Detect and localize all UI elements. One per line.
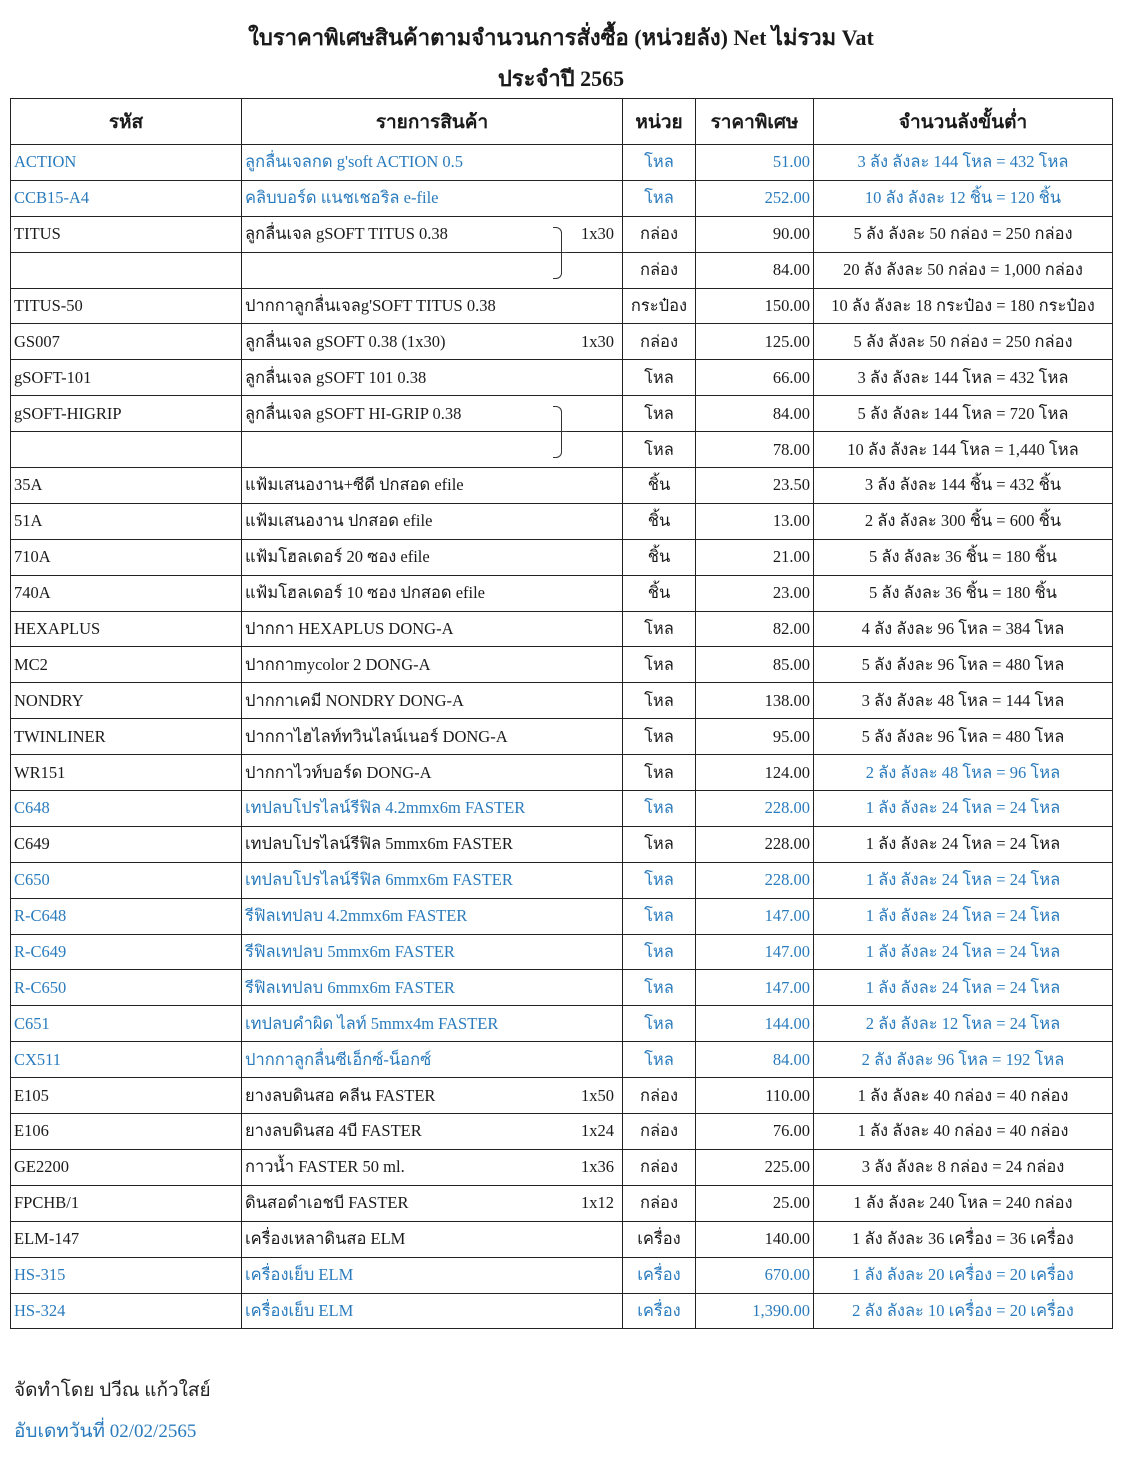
product-name: เทปลบโปรไลน์รีฟิล 5mmx6m FASTER xyxy=(245,834,513,854)
pack-size: 1x30 xyxy=(581,331,614,351)
cell-min-qty: 3 ลัง ลังละ 144 โหล = 432 โหล xyxy=(814,145,1113,181)
cell-unit: โหล xyxy=(623,719,696,755)
cell-code: R-C648 xyxy=(11,898,242,934)
table-row xyxy=(11,970,1113,1006)
product-name: รีฟิลเทปลบ 4.2mmx6m FASTER xyxy=(245,906,468,926)
cell-unit: โหล xyxy=(623,970,696,1006)
cell-price: 51.00 xyxy=(696,145,814,181)
cell-price: 13.00 xyxy=(696,503,814,539)
table-body xyxy=(11,145,1113,1329)
cell-min-qty: 2 ลัง ลังละ 12 โหล = 24 โหล xyxy=(814,1006,1113,1042)
cell-code: C650 xyxy=(11,862,242,898)
product-name: เทปลบคำผิด ไลท์ 5mmx4m FASTER xyxy=(245,1013,499,1033)
product-name: รีฟิลเทปลบ 5mmx6m FASTER xyxy=(245,942,455,962)
cell-name xyxy=(242,288,623,324)
cell-code: C648 xyxy=(11,791,242,827)
cell-unit: เครื่อง xyxy=(623,1221,696,1257)
cell-unit: เครื่อง xyxy=(623,1293,696,1329)
cell-name xyxy=(242,1149,623,1185)
cell-min-qty: 1 ลัง ลังละ 24 โหล = 24 โหล xyxy=(814,862,1113,898)
column-header-price: ราคาพิเศษ xyxy=(696,99,814,145)
cell-min-qty: 5 ลัง ลังละ 50 กล่อง = 250 กล่อง xyxy=(814,324,1113,360)
cell-unit: โหล xyxy=(623,1006,696,1042)
cell-min-qty: 1 ลัง ลังละ 24 โหล = 24 โหล xyxy=(814,791,1113,827)
cell-code: GS007 xyxy=(11,324,242,360)
cell-min-qty: 1 ลัง ลังละ 24 โหล = 24 โหล xyxy=(814,970,1113,1006)
cell-code: TITUS-50 xyxy=(11,288,242,324)
cell-name xyxy=(242,1006,623,1042)
cell-code: WR151 xyxy=(11,755,242,791)
cell-price: 110.00 xyxy=(696,1078,814,1114)
product-name: เทปลบโปรไลน์รีฟิล 6mmx6m FASTER xyxy=(245,870,513,890)
cell-name xyxy=(242,432,623,468)
cell-code: TWINLINER xyxy=(11,719,242,755)
cell-name xyxy=(242,1257,623,1293)
cell-unit: กล่อง xyxy=(623,1185,696,1221)
table-header-row xyxy=(11,99,1113,145)
cell-unit: กล่อง xyxy=(623,1114,696,1150)
cell-price: 76.00 xyxy=(696,1114,814,1150)
cell-code: CX511 xyxy=(11,1042,242,1078)
cell-unit: กล่อง xyxy=(623,216,696,252)
cell-name xyxy=(242,180,623,216)
updated-date: อับเดทวันที่ 02/02/2565 xyxy=(14,1421,197,1442)
column-header-unit: หน่วย xyxy=(623,99,696,145)
cell-unit: โหล xyxy=(623,898,696,934)
cell-name xyxy=(242,934,623,970)
cell-name xyxy=(242,791,623,827)
cell-code: CCB15-A4 xyxy=(11,180,242,216)
cell-name xyxy=(242,1293,623,1329)
cell-price: 147.00 xyxy=(696,934,814,970)
product-name: ปากกาmycolor 2 DONG-A xyxy=(245,654,431,674)
table-row xyxy=(11,898,1113,934)
cell-code: 710A xyxy=(11,539,242,575)
table-row xyxy=(11,503,1113,539)
cell-name xyxy=(242,826,623,862)
product-name: แฟ้มโฮลเดอร์ 20 ซอง efile xyxy=(245,547,430,567)
cell-price: 138.00 xyxy=(696,683,814,719)
cell-code: NONDRY xyxy=(11,683,242,719)
cell-name xyxy=(242,719,623,755)
cell-min-qty: 5 ลัง ลังละ 96 โหล = 480 โหล xyxy=(814,647,1113,683)
cell-code: 51A xyxy=(11,503,242,539)
cell-unit: โหล xyxy=(623,755,696,791)
cell-min-qty: 3 ลัง ลังละ 144 ชิ้น = 432 ชิ้น xyxy=(814,468,1113,504)
table-row xyxy=(11,1114,1113,1150)
table-row xyxy=(11,719,1113,755)
cell-unit: โหล xyxy=(623,396,696,432)
cell-min-qty: 1 ลัง ลังละ 36 เครื่อง = 36 เครื่อง xyxy=(814,1221,1113,1257)
product-name: ยางลบดินสอ 4บี FASTER xyxy=(245,1121,422,1141)
cell-price: 125.00 xyxy=(696,324,814,360)
column-header-code: รหัส xyxy=(11,99,242,145)
cell-price: 147.00 xyxy=(696,970,814,1006)
table-row xyxy=(11,396,1113,432)
cell-name xyxy=(242,1114,623,1150)
product-name: ลูกลื่นเจล gSOFT HI-GRIP 0.38 xyxy=(245,403,462,423)
pack-size: 1x36 xyxy=(581,1157,614,1177)
product-name: คลิบบอร์ด แนชเชอริล e-file xyxy=(245,188,439,208)
product-name: รีฟิลเทปลบ 6mmx6m FASTER xyxy=(245,977,455,997)
product-name: ลูกลื่นเจล gSOFT 0.38 (1x30) xyxy=(245,331,446,351)
cell-name xyxy=(242,539,623,575)
cell-name xyxy=(242,1221,623,1257)
table-row xyxy=(11,145,1113,181)
product-name: กาวน้ำ FASTER 50 ml. xyxy=(245,1157,405,1177)
prepared-by: จัดทำโดย ปวีณ แก้วใสย์ xyxy=(14,1380,211,1401)
cell-min-qty: 10 ลัง ลังละ 12 ชิ้น = 120 ชิ้น xyxy=(814,180,1113,216)
cell-name xyxy=(242,360,623,396)
pack-size: 1x50 xyxy=(581,1085,614,1105)
page-subtitle: ประจำปี 2565 xyxy=(497,66,625,91)
cell-unit: โหล xyxy=(623,360,696,396)
cell-name xyxy=(242,862,623,898)
cell-code: E106 xyxy=(11,1114,242,1150)
cell-unit: โหล xyxy=(623,180,696,216)
cell-min-qty: 5 ลัง ลังละ 144 โหล = 720 โหล xyxy=(814,396,1113,432)
product-name: ปากกาลูกลื่นเจลg'SOFT TITUS 0.38 xyxy=(245,296,496,315)
cell-name xyxy=(242,396,623,432)
table-row xyxy=(11,252,1113,288)
table-row xyxy=(11,1293,1113,1329)
cell-price: 90.00 xyxy=(696,216,814,252)
product-name: เทปลบโปรไลน์รีฟิล 4.2mmx6m FASTER xyxy=(245,798,526,818)
cell-price: 21.00 xyxy=(696,539,814,575)
cell-unit: โหล xyxy=(623,934,696,970)
cell-unit: โหล xyxy=(623,826,696,862)
cell-unit: โหล xyxy=(623,1042,696,1078)
product-name: แฟ้มเสนองาน ปกสอด efile xyxy=(245,511,433,531)
cell-code: HS-315 xyxy=(11,1257,242,1293)
cell-name xyxy=(242,1042,623,1078)
cell-unit: โหล xyxy=(623,791,696,827)
table-row xyxy=(11,360,1113,396)
cell-price: 144.00 xyxy=(696,1006,814,1042)
cell-code: HS-324 xyxy=(11,1293,242,1329)
cell-unit: โหล xyxy=(623,647,696,683)
cell-min-qty: 2 ลัง ลังละ 48 โหล = 96 โหล xyxy=(814,755,1113,791)
cell-min-qty: 5 ลัง ลังละ 96 โหล = 480 โหล xyxy=(814,719,1113,755)
cell-name xyxy=(242,252,623,288)
cell-min-qty: 10 ลัง ลังละ 18 กระป๋อง = 180 กระป๋อง xyxy=(814,288,1113,324)
price-table xyxy=(10,98,1113,1329)
cell-price: 228.00 xyxy=(696,862,814,898)
table-row xyxy=(11,791,1113,827)
cell-min-qty: 1 ลัง ลังละ 20 เครื่อง = 20 เครื่อง xyxy=(814,1257,1113,1293)
cell-unit: กล่อง xyxy=(623,324,696,360)
table-row xyxy=(11,180,1113,216)
cell-min-qty: 20 ลัง ลังละ 50 กล่อง = 1,000 กล่อง xyxy=(814,252,1113,288)
cell-price: 85.00 xyxy=(696,647,814,683)
product-name: ลูกลื่นเจล gSOFT TITUS 0.38 xyxy=(245,224,448,244)
cell-price: 147.00 xyxy=(696,898,814,934)
cell-unit: ชิ้น xyxy=(623,575,696,611)
cell-min-qty: 1 ลัง ลังละ 24 โหล = 24 โหล xyxy=(814,898,1113,934)
cell-min-qty: 1 ลัง ลังละ 40 กล่อง = 40 กล่อง xyxy=(814,1078,1113,1114)
table-row xyxy=(11,826,1113,862)
cell-price: 140.00 xyxy=(696,1221,814,1257)
cell-code: MC2 xyxy=(11,647,242,683)
cell-code: C651 xyxy=(11,1006,242,1042)
cell-code: R-C649 xyxy=(11,934,242,970)
cell-code: E105 xyxy=(11,1078,242,1114)
pack-size: 1x24 xyxy=(581,1121,614,1141)
table-row xyxy=(11,1042,1113,1078)
table-row xyxy=(11,324,1113,360)
cell-code: C649 xyxy=(11,826,242,862)
product-name: ปากกาลูกลื่นซีเอ็กซ์-น็อกซ์ xyxy=(245,1049,432,1069)
cell-code: gSOFT-101 xyxy=(11,360,242,396)
cell-unit: ชิ้น xyxy=(623,468,696,504)
table-row xyxy=(11,216,1113,252)
table-row xyxy=(11,539,1113,575)
product-name: ปากกาเคมี NONDRY DONG-A xyxy=(245,690,464,710)
cell-unit: โหล xyxy=(623,611,696,647)
cell-unit: ชิ้น xyxy=(623,503,696,539)
table-row xyxy=(11,1221,1113,1257)
cell-min-qty: 2 ลัง ลังละ 96 โหล = 192 โหล xyxy=(814,1042,1113,1078)
cell-price: 25.00 xyxy=(696,1185,814,1221)
cell-name xyxy=(242,1078,623,1114)
cell-unit: ชิ้น xyxy=(623,539,696,575)
table-row xyxy=(11,1078,1113,1114)
cell-code xyxy=(11,252,242,288)
pack-size: 1x30 xyxy=(581,224,614,244)
product-name: เครื่องเหลาดินสอ ELM xyxy=(245,1229,406,1249)
product-name: แฟ้มเสนองาน+ซีดี ปกสอด efile xyxy=(245,475,464,495)
cell-min-qty: 1 ลัง ลังละ 240 โหล = 240 กล่อง xyxy=(814,1185,1113,1221)
cell-code: GE2200 xyxy=(11,1149,242,1185)
product-name: ดินสอดำเอชบี FASTER xyxy=(245,1193,409,1213)
cell-price: 124.00 xyxy=(696,755,814,791)
cell-unit: โหล xyxy=(623,683,696,719)
cell-price: 228.00 xyxy=(696,826,814,862)
cell-unit: โหล xyxy=(623,432,696,468)
column-header-min-qty: จำนวนลังขั้นต่ำ xyxy=(814,99,1113,145)
cell-name xyxy=(242,755,623,791)
table-row xyxy=(11,1185,1113,1221)
cell-unit: โหล xyxy=(623,145,696,181)
cell-price: 23.00 xyxy=(696,575,814,611)
cell-price: 95.00 xyxy=(696,719,814,755)
cell-name xyxy=(242,468,623,504)
table-row xyxy=(11,1257,1113,1293)
table-row xyxy=(11,1149,1113,1185)
cell-price: 78.00 xyxy=(696,432,814,468)
table-row xyxy=(11,611,1113,647)
cell-code: 35A xyxy=(11,468,242,504)
cell-price: 84.00 xyxy=(696,396,814,432)
cell-code: TITUS xyxy=(11,216,242,252)
cell-name xyxy=(242,683,623,719)
product-name: ปากกาไวท์บอร์ด DONG-A xyxy=(245,762,432,782)
cell-code: ELM-147 xyxy=(11,1221,242,1257)
table-row xyxy=(11,647,1113,683)
page-title: ใบราคาพิเศษสินค้าตามจำนวนการสั่งซื้อ (หน่วยลัง) Net ไม่รวม Vat xyxy=(248,25,874,50)
cell-min-qty: 5 ลัง ลังละ 36 ชิ้น = 180 ชิ้น xyxy=(814,539,1113,575)
cell-min-qty: 5 ลัง ลังละ 36 ชิ้น = 180 ชิ้น xyxy=(814,575,1113,611)
cell-name xyxy=(242,145,623,181)
cell-price: 23.50 xyxy=(696,468,814,504)
cell-price: 84.00 xyxy=(696,1042,814,1078)
product-name: แฟ้มโฮลเดอร์ 10 ซอง ปกสอด efile xyxy=(245,583,485,603)
table-row xyxy=(11,683,1113,719)
cell-code: 740A xyxy=(11,575,242,611)
table-row xyxy=(11,575,1113,611)
cell-min-qty: 3 ลัง ลังละ 48 โหล = 144 โหล xyxy=(814,683,1113,719)
column-header-name: รายการสินค้า xyxy=(242,99,623,145)
product-name: ยางลบดินสอ คลีน FASTER xyxy=(245,1085,436,1105)
cell-name xyxy=(242,898,623,934)
cell-min-qty: 10 ลัง ลังละ 144 โหล = 1,440 โหล xyxy=(814,432,1113,468)
cell-code: gSOFT-HIGRIP xyxy=(11,396,242,432)
cell-min-qty: 4 ลัง ลังละ 96 โหล = 384 โหล xyxy=(814,611,1113,647)
cell-name xyxy=(242,1185,623,1221)
cell-min-qty: 3 ลัง ลังละ 8 กล่อง = 24 กล่อง xyxy=(814,1149,1113,1185)
cell-name xyxy=(242,970,623,1006)
cell-unit: กล่อง xyxy=(623,252,696,288)
pack-size: 1x12 xyxy=(581,1193,614,1213)
cell-price: 252.00 xyxy=(696,180,814,216)
table-row xyxy=(11,1006,1113,1042)
cell-name xyxy=(242,324,623,360)
cell-unit: เครื่อง xyxy=(623,1257,696,1293)
cell-price: 228.00 xyxy=(696,791,814,827)
product-name: ปากกาไฮไลท์ทวินไลน์เนอร์ DONG-A xyxy=(245,726,508,746)
table-row xyxy=(11,432,1113,468)
cell-price: 66.00 xyxy=(696,360,814,396)
cell-price: 670.00 xyxy=(696,1257,814,1293)
cell-min-qty: 1 ลัง ลังละ 24 โหล = 24 โหล xyxy=(814,934,1113,970)
cell-min-qty: 1 ลัง ลังละ 40 กล่อง = 40 กล่อง xyxy=(814,1114,1113,1150)
cell-price: 225.00 xyxy=(696,1149,814,1185)
cell-name xyxy=(242,647,623,683)
cell-name xyxy=(242,575,623,611)
table-row xyxy=(11,288,1113,324)
cell-code: ACTION xyxy=(11,145,242,181)
cell-min-qty: 1 ลัง ลังละ 24 โหล = 24 โหล xyxy=(814,826,1113,862)
cell-code xyxy=(11,432,242,468)
product-name: เครื่องเย็บ ELM xyxy=(245,1265,354,1285)
cell-min-qty: 5 ลัง ลังละ 50 กล่อง = 250 กล่อง xyxy=(814,216,1113,252)
cell-code: HEXAPLUS xyxy=(11,611,242,647)
cell-code: R-C650 xyxy=(11,970,242,1006)
cell-unit: กระป๋อง xyxy=(623,288,696,324)
cell-min-qty: 2 ลัง ลังละ 300 ชิ้น = 600 ชิ้น xyxy=(814,503,1113,539)
cell-unit: กล่อง xyxy=(623,1078,696,1114)
product-name: ลูกลื่นเจล gSOFT 101 0.38 xyxy=(245,367,427,387)
cell-name xyxy=(242,611,623,647)
cell-code: FPCHB/1 xyxy=(11,1185,242,1221)
table-row xyxy=(11,862,1113,898)
table-row xyxy=(11,755,1113,791)
cell-min-qty: 3 ลัง ลังละ 144 โหล = 432 โหล xyxy=(814,360,1113,396)
cell-unit: กล่อง xyxy=(623,1149,696,1185)
cell-name xyxy=(242,216,623,252)
cell-name xyxy=(242,503,623,539)
cell-price: 84.00 xyxy=(696,252,814,288)
product-name: ปากกา HEXAPLUS DONG-A xyxy=(245,619,454,639)
cell-min-qty: 2 ลัง ลังละ 10 เครื่อง = 20 เครื่อง xyxy=(814,1293,1113,1329)
cell-price: 1,390.00 xyxy=(696,1293,814,1329)
cell-unit: โหล xyxy=(623,862,696,898)
cell-price: 150.00 xyxy=(696,288,814,324)
cell-price: 82.00 xyxy=(696,611,814,647)
table-row xyxy=(11,934,1113,970)
product-name: ลูกลื่นเจลกด g'soft ACTION 0.5 xyxy=(245,152,464,172)
table-row xyxy=(11,468,1113,504)
product-name: เครื่องเย็บ ELM xyxy=(245,1300,354,1320)
